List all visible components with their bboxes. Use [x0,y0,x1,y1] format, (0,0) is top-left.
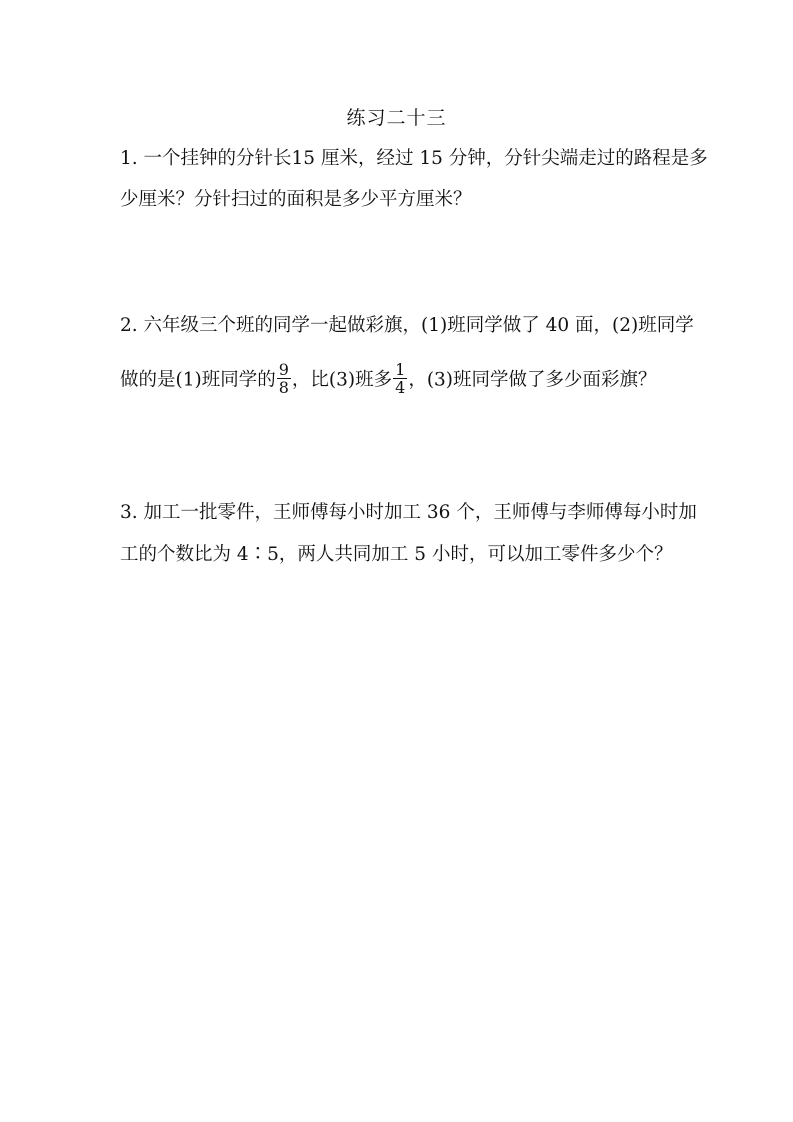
problem-1-line-1: 1. 一个挂钟的分针长15 厘米，经过 15 分钟，分针尖端走过的路程是多 [120,148,708,169]
fraction-nine-eighths [277,361,291,396]
fraction-one-quarter [393,361,407,396]
page-title: 练习二十三 [346,107,447,129]
problem-3-line-1: 3. 加工一批零件，王师傅每小时加工 36 个，王师傅与李师傅每小时加 [120,502,697,523]
fraction-2-denominator: 4 [395,378,406,397]
fraction-1-denominator: 8 [278,378,289,397]
problem-2-line-1: 2. 六年级三个班的同学一起做彩旗，(1)班同学做了 40 面，(2)班同学 [120,315,694,336]
problem-3-line-2: 工的个数比为 4∶5，两人共同加工 5 小时，可以加工零件多少个？ [120,544,673,565]
fraction-1-numerator: 9 [278,360,289,379]
problem-2-line-2 [120,360,657,398]
fraction-2-numerator: 1 [395,360,406,379]
problem-2-text-c: ，(3)班同学做了多少面彩旗？ [408,369,657,391]
problem-2-text-a: 做的是(1)班同学的 [120,369,276,391]
problem-2-text-b: ，比(3)班多 [291,369,393,391]
problem-1-line-2: 少厘米？分针扫过的面积是多少平方厘米？ [120,189,472,210]
